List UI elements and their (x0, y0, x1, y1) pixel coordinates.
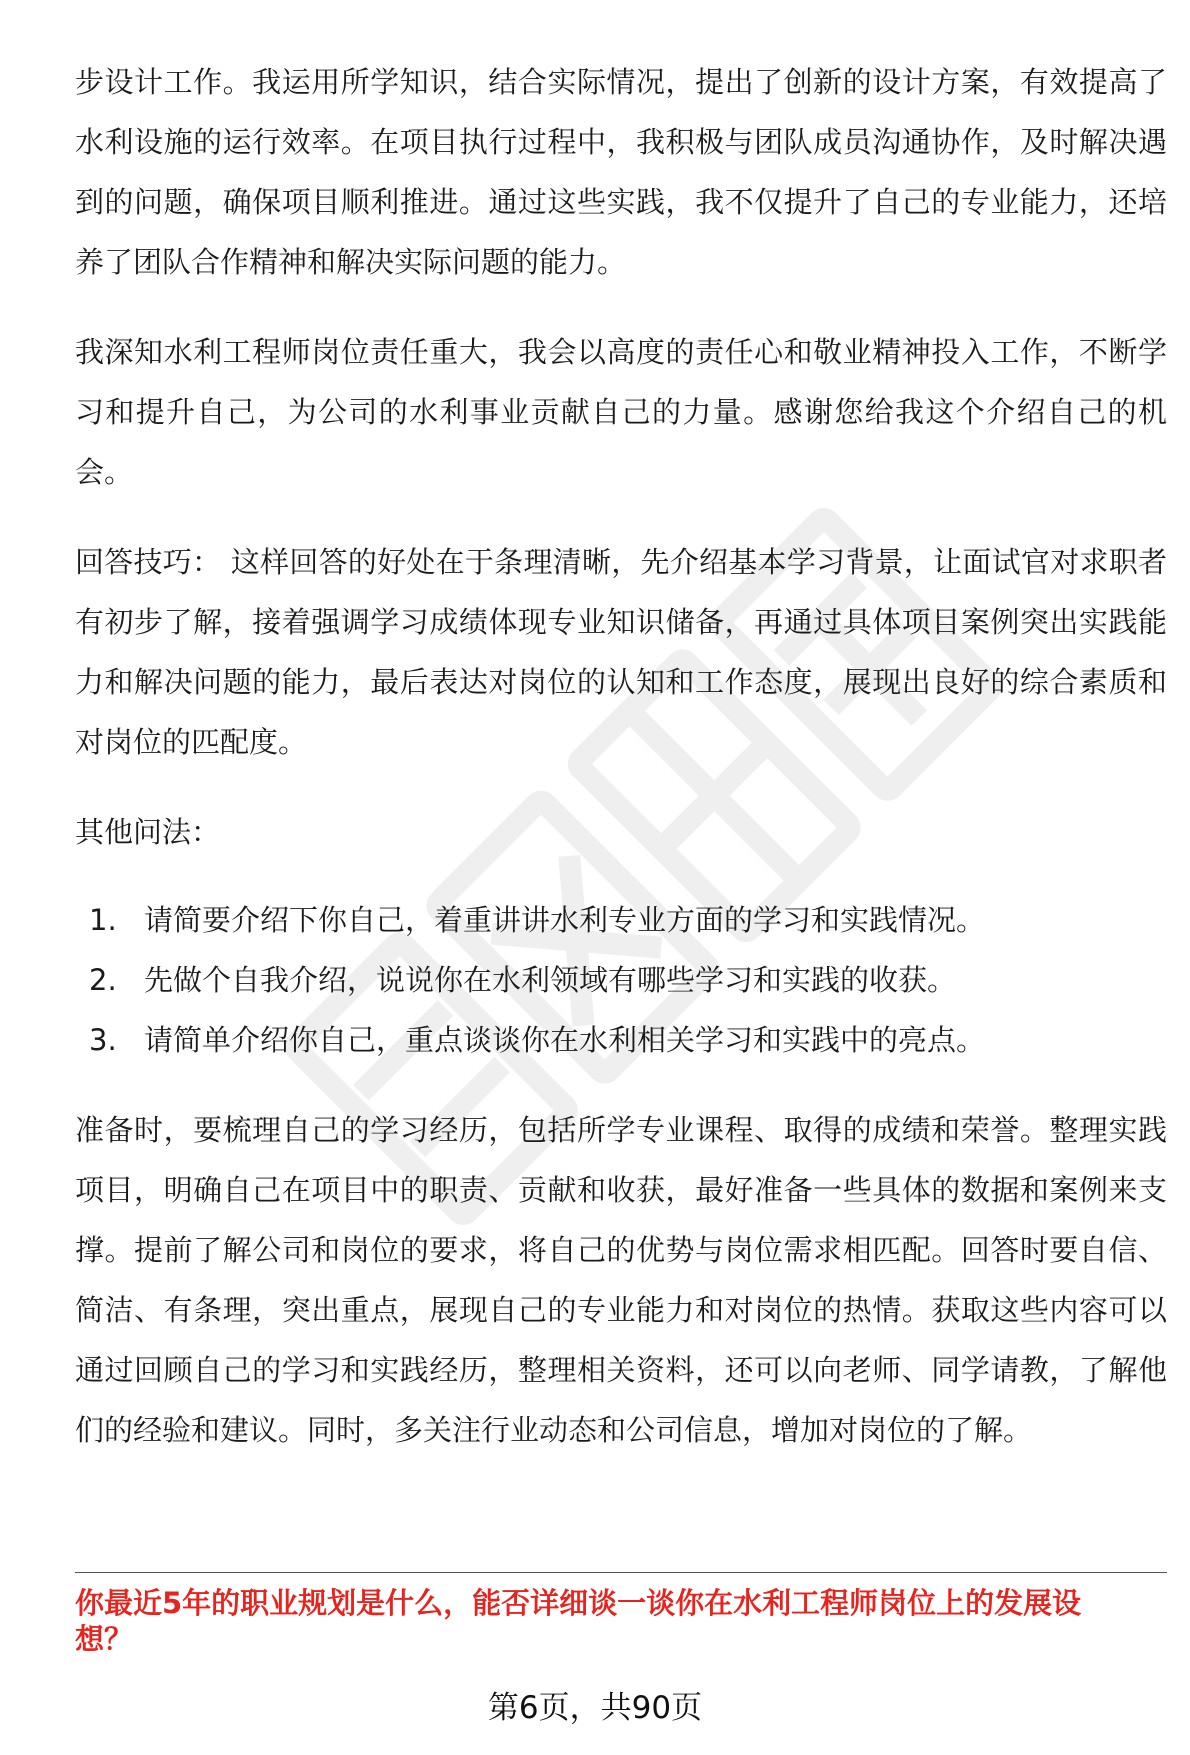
section-divider (75, 1572, 1167, 1573)
list-item-text: 先做个自我介绍，说说你在水利领域有哪些学习和实践的收获。 (144, 963, 957, 997)
paragraph-preparation: 准备时，要梳理自己的学习经历，包括所学专业课程、取得的成绩和荣誉。整理实践项目，明确自己在项目中的职责、贡献和收获，最好准备一些具体的数据和案例来支撑。提前了解公司和岗位的要求，将自己的优势与岗位需求相匹配。回答时要自信、简洁、有条理，突出重点，展现自己的专业能力和对岗位的热情。获取这些内容可以通过回顾自己的学习和实践经历，整理相关资料，还可以向老师、同学请教，了解他们的经验和建议。同时，多关注行业动态和公司信息，增加对岗位的了解。 (75, 1113, 1167, 1447)
list-item-text: 请简单介绍你自己，重点谈谈你在水利相关学习和实践中的亮点。 (144, 1023, 986, 1057)
alternate-questions-list (75, 890, 1167, 1070)
list-item (75, 950, 1167, 1010)
paragraph-project-practice: 步设计工作。我运用所学知识，结合实际情况，提出了创新的设计方案，有效提高了水利设施的运行效率。在项目执行过程中，我积极与团队成员沟通协作，及时解决遇到的问题，确保项目顺利推进。通过这些实践，我不仅提升了自己的专业能力，还培养了团队合作精神和解决实际问题的能力。 (75, 65, 1167, 279)
list-item-number: 1. (89, 903, 117, 937)
page-number: 第6页，共90页 (487, 1690, 703, 1726)
other-questions-heading: 其他问法： (75, 815, 221, 849)
paragraph-answer-tips: 回答技巧： 这样回答的好处在于条理清晰，先介绍基本学习背景，让面试官对求职者有初步了解，接着强调学习成绩体现专业知识储备，再通过具体项目案例突出实践能力和解决问题的能力，最后表达对岗位的认知和工作态度，展现出良好的综合素质和对岗位的匹配度。 (75, 545, 1167, 759)
list-item-text: 请简要介绍下你自己，着重讲讲水利专业方面的学习和实践情况。 (144, 903, 986, 937)
page-body (75, 52, 1167, 1490)
list-item (75, 1010, 1167, 1070)
list-item (75, 890, 1167, 950)
list-item-number: 2. (89, 963, 117, 997)
paragraph-closing: 我深知水利工程师岗位责任重大，我会以高度的责任心和敬业精神投入工作，不断学习和提升自己，为公司的水利事业贡献自己的力量。感谢您给我这个介绍自己的机会。 (75, 335, 1167, 489)
next-question-heading: 你最近5年的职业规划是什么，能否详细谈一谈你在水利工程师岗位上的发展设想？ (75, 1586, 1082, 1656)
list-item-number: 3. (89, 1023, 117, 1057)
